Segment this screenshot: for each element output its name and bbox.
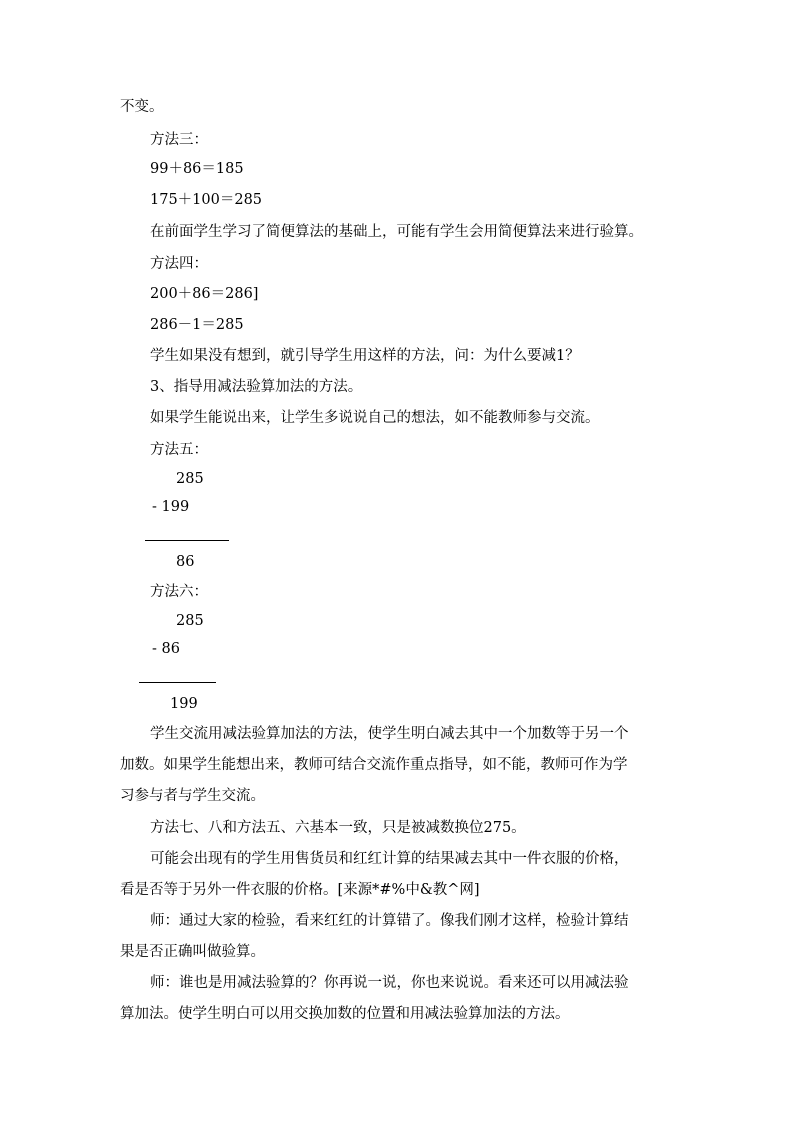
vertical-calc-minuend: 285 bbox=[176, 613, 204, 629]
text-line: 学生交流用减法验算加法的方法，使学生明白减去其中一个加数等于另一个 bbox=[150, 726, 629, 742]
text-line: 在前面学生学习了简便算法的基础上，可能有学生会用简便算法来进行验算。 bbox=[150, 224, 643, 240]
text-line: 如果学生能说出来，让学生多说说自己的想法，如不能教师参与交流。 bbox=[150, 410, 600, 426]
method-heading: 方法四： bbox=[150, 256, 208, 272]
text-line: 师：谁也是用减法验算的？你再说一说，你也来说说。看来还可以用减法验 bbox=[150, 975, 629, 991]
text-line: 3、指导用减法验算加法的方法。 bbox=[150, 379, 363, 395]
text-line: 看是否等于另外一件衣服的价格。[来源*#%中&教^网] bbox=[120, 882, 480, 898]
equation-line: 286－1＝285 bbox=[150, 317, 244, 333]
vertical-calc-rule bbox=[145, 540, 229, 541]
method-heading: 方法六： bbox=[150, 584, 208, 600]
vertical-calc-result: 86 bbox=[176, 554, 195, 570]
method-heading: 方法五： bbox=[150, 442, 208, 458]
text-line: 果是否正确叫做验算。 bbox=[120, 944, 265, 960]
text-line: 方法七、八和方法五、六基本一致，只是被减数换位275。 bbox=[150, 820, 526, 836]
text-line: 学生如果没有想到，就引导学生用这样的方法，问：为什么要减1？ bbox=[150, 348, 580, 364]
text-line: 加数。如果学生能想出来，教师可结合交流作重点指导，如不能，教师可作为学 bbox=[120, 757, 628, 773]
text-line: 可能会出现有的学生用售货员和红红计算的结果减去其中一件衣服的价格， bbox=[150, 851, 629, 867]
equation-line: 175＋100＝285 bbox=[150, 192, 263, 208]
text-line: 算加法。使学生明白可以用交换加数的位置和用减法验算加法的方法。 bbox=[120, 1006, 570, 1022]
method-heading: 方法三： bbox=[150, 132, 208, 148]
vertical-calc-rule bbox=[139, 682, 216, 683]
text-line: 不变。 bbox=[120, 99, 164, 115]
vertical-calc-subtrahend: - 199 bbox=[152, 499, 190, 515]
text-line: 师：通过大家的检验，看来红红的计算错了。像我们刚才这样，检验计算结 bbox=[150, 913, 629, 929]
vertical-calc-result: 199 bbox=[170, 696, 198, 712]
vertical-calc-subtrahend: - 86 bbox=[152, 641, 180, 657]
equation-line: 200＋86＝286] bbox=[150, 286, 259, 302]
equation-line: 99＋86＝185 bbox=[150, 161, 244, 177]
text-line: 习参与者与学生交流。 bbox=[120, 788, 265, 804]
vertical-calc-minuend: 285 bbox=[176, 471, 204, 487]
